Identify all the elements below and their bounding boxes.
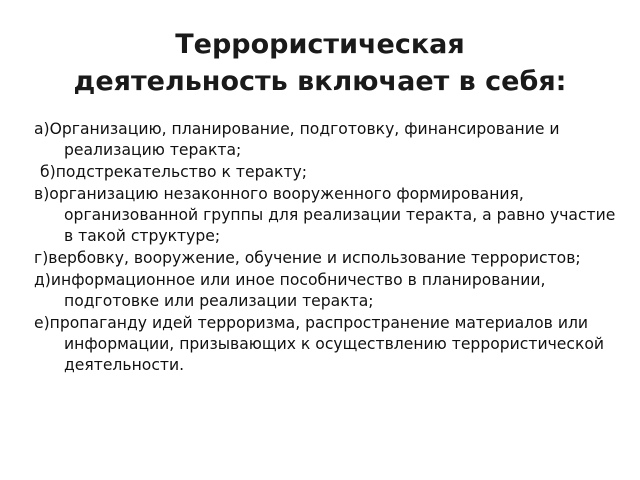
list-item-a: а)Организацию, планирование, подготовку, финансирование и реализацию теракта; — [34, 120, 560, 159]
slide-title — [20, 26, 620, 100]
list-item-g: г)вербовку, вооружение, обучение и использование террористов; — [34, 249, 581, 267]
slide-title-line-2: деятельность включает в себя: — [73, 66, 567, 97]
slide-title-line-1: Террористическая — [175, 29, 465, 60]
list-item-b: б)подстрекательство к теракту; — [40, 163, 308, 181]
list-item-e: е)пропаганду идей терроризма, распространение материалов или информации, призывающих к осуществлению террористической деятельности. — [34, 314, 605, 374]
list-item-v: в)организацию незаконного вооруженного формирования, организованной группы для реализации теракта, а равно участие в такой структуре; — [34, 185, 616, 245]
activity-list — [34, 119, 624, 377]
list-item-d: д)информационное или иное пособничество в планировании, подготовке или реализации теракта; — [34, 271, 546, 310]
